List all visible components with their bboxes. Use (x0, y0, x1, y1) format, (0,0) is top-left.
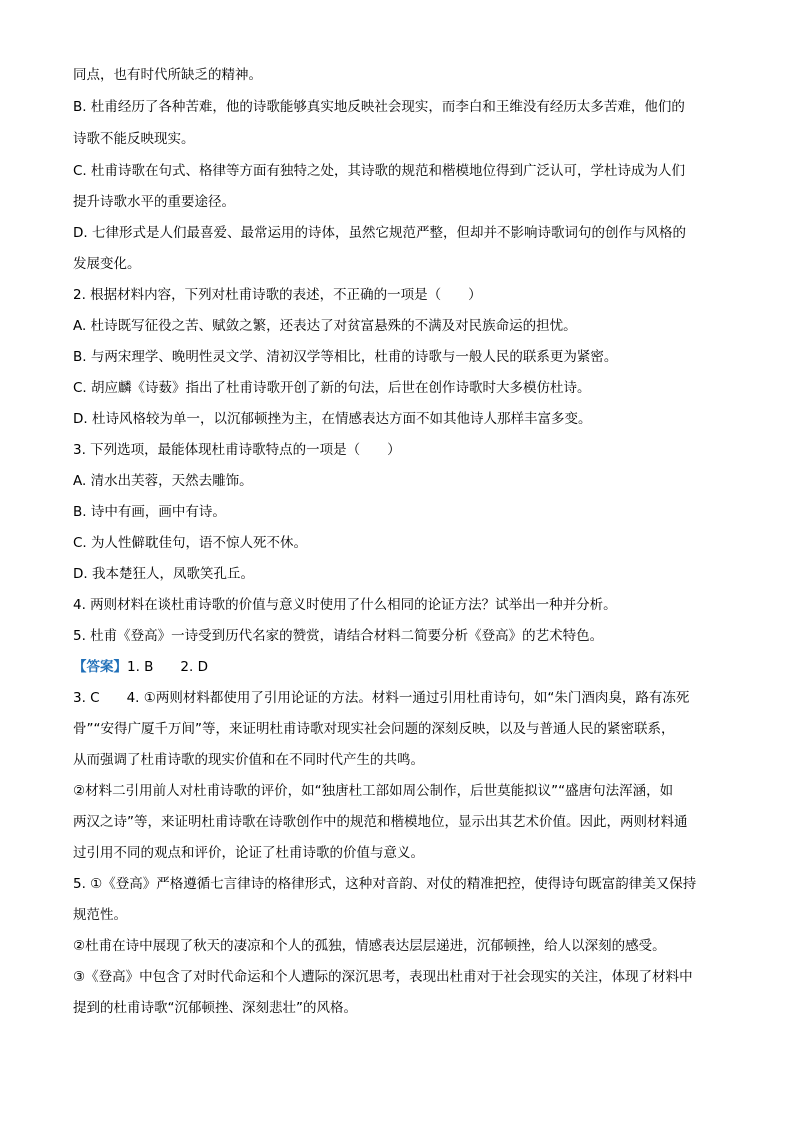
answer-text-line: 规范性。 (73, 907, 127, 923)
answer-text-line: 骨”“安得广厦千万间”等，来证明杜甫诗歌对现实社会问题的深刻反映，以及与普通人民的紧密联系， (73, 721, 675, 737)
answer-text-line: ③《登高》中包含了对时代命运和个人遭际的深沉思考，表现出杜甫对于社会现实的关注，体现了材料中 (73, 969, 693, 985)
q2-option-c: C. 胡应麟《诗薮》指出了杜甫诗歌开创了新的句法，后世在创作诗歌时大多模仿杜诗。 (73, 380, 591, 396)
text-line: 发展变化。 (73, 256, 141, 272)
question-3: 3. 下列选项，最能体现杜甫诗歌特点的一项是（ ） (73, 442, 401, 458)
answer-text-line: ②杜甫在诗中展现了秋天的凄凉和个人的孤独，情感表达层层递进，沉郁顿挫，给人以深刻的感受。 (73, 938, 666, 954)
question-4: 4. 两则材料在谈杜甫诗歌的价值与意义时使用了什么相同的论证方法？试举出一种并分析。 (73, 597, 617, 613)
text-line: 同点，也有时代所缺乏的精神。 (73, 67, 262, 83)
q2-option-a: A. 杜诗既写征役之苦、赋敛之繁，还表达了对贫富悬殊的不满及对民族命运的担忧。 (73, 318, 577, 334)
answer-line (73, 657, 723, 677)
text-line: 诗歌不能反映现实。 (73, 131, 195, 147)
q2-option-d: D. 杜诗风格较为单一，以沉郁顿挫为主，在情感表达方面不如其他诗人那样丰富多变。 (73, 411, 592, 427)
option-b-line: B. 杜甫经历了各种苦难，他的诗歌能够真实地反映社会现实，而李白和王维没有经历太多苦难，他们的 (73, 99, 685, 115)
q3-option-c: C. 为人性僻耽佳句，语不惊人死不休。 (73, 535, 308, 551)
answer-text-line: 3. C 4. ①两则材料都使用了引用论证的方法。材料一通过引用杜甫诗句，如“朱门酒肉臭，路有冻死 (73, 690, 690, 706)
answer-text-line: 提到的杜甫诗歌“沉郁顿挫、深刻悲壮”的风格。 (73, 1000, 357, 1016)
question-2: 2. 根据材料内容，下列对杜甫诗歌的表述，不正确的一项是（ ） (73, 287, 482, 303)
answer-text-line: 从而强调了杜甫诗歌的现实价值和在不同时代产生的共鸣。 (73, 752, 424, 768)
answer-text-line: 过引用不同的观点和评价，论证了杜甫诗歌的价值与意义。 (73, 845, 424, 861)
q3-option-d: D. 我本楚狂人，凤歌笑孔丘。 (73, 566, 254, 582)
option-d-line: D. 七律形式是人们最喜爱、最常运用的诗体，虽然它规范严整，但却并不影响诗歌词句的创作与风格的 (73, 225, 686, 241)
q3-option-b: B. 诗中有画，画中有诗。 (73, 504, 226, 520)
answer-text-line: 5. ①《登高》严格遵循七言律诗的格律形式，这种对音韵、对仗的精准把控，使得诗句既富韵律美又保持 (73, 876, 697, 892)
answer-text: 1. B 2. D (127, 659, 208, 675)
q3-option-a: A. 清水出芙蓉，天然去雕饰。 (73, 473, 253, 489)
option-c-line: C. 杜甫诗歌在句式、格律等方面有独特之处，其诗歌的规范和楷模地位得到广泛认可，学杜诗成为人们 (73, 163, 686, 179)
answer-text-line: 两汉之诗”等，来证明杜甫诗歌在诗歌创作中的规范和楷模地位，显示出其艺术价值。因此，两则材料通 (73, 814, 688, 830)
answer-label: 【答案】 (73, 659, 127, 675)
text-line: 提升诗歌水平的重要途径。 (73, 194, 235, 210)
question-5: 5. 杜甫《登高》一诗受到历代名家的赞赏，请结合材料二简要分析《登高》的艺术特色。 (73, 628, 604, 644)
q2-option-b: B. 与两宋理学、晚明性灵文学、清初汉学等相比，杜甫的诗歌与一般人民的联系更为紧密。 (73, 349, 618, 365)
answer-text-line: ②材料二引用前人对杜甫诗歌的评价，如“独唐杜工部如周公制作，后世莫能拟议”“盛唐句法浑涵，如 (73, 783, 674, 799)
